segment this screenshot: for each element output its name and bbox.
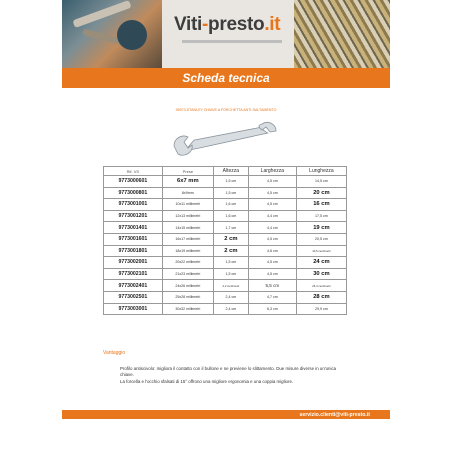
table-row xyxy=(104,176,347,188)
cell-prese: 12x13 millimetri xyxy=(162,210,213,222)
cell-lunghezza: 26,4 centimetri xyxy=(296,280,346,292)
table-row xyxy=(104,280,347,292)
cell-lunghezza: 30 cm xyxy=(296,268,346,280)
cell-larghezza: 4,5 cm xyxy=(248,257,296,269)
cell-code: 9773003001 xyxy=(104,303,163,315)
cell-larghezza: 4,5 cm xyxy=(248,187,296,199)
table-row xyxy=(104,233,347,245)
cell-larghezza: 4,7 cm xyxy=(248,291,296,303)
cell-prese: 10x11 millimetri xyxy=(162,199,213,211)
cell-altezza: 1,6 cm xyxy=(213,210,248,222)
cell-lunghezza: 28 cm xyxy=(296,291,346,303)
cell-prese: 14x15 millimetri xyxy=(162,222,213,234)
cell-code: 9773000801 xyxy=(104,187,163,199)
page-title: Scheda tecnica xyxy=(182,71,270,85)
cell-lunghezza: 16 cm xyxy=(296,199,346,211)
cell-code: 9773001201 xyxy=(104,210,163,222)
wrench-image xyxy=(170,118,280,158)
cell-code: 9773001601 xyxy=(104,233,163,245)
screws-photo xyxy=(294,0,390,68)
table-row xyxy=(104,303,347,315)
table-row xyxy=(104,199,347,211)
cell-prese: 16x17 millimetri xyxy=(162,233,213,245)
table-row xyxy=(104,210,347,222)
cell-prese: 20x22 millimetri xyxy=(162,257,213,269)
cell-altezza: 1,5 cm xyxy=(213,257,248,269)
cell-lunghezza: 29,9 cm xyxy=(296,303,346,315)
table-row xyxy=(104,291,347,303)
title-banner xyxy=(62,68,390,88)
cell-prese: 21x23 millimetri xyxy=(162,268,213,280)
col-header: Lunghezza xyxy=(296,167,346,176)
table-row xyxy=(104,222,347,234)
vantaggio-line: La forcella e l'occhio sfalsati di 15° offrono una migliore ergonomia e una coppia migliore. xyxy=(120,378,294,384)
cell-code: 9773001801 xyxy=(104,245,163,257)
product-title: 95973-STANLEY CHIAVE A FORCHETTA ANTI-SALTAMENTO xyxy=(175,108,277,112)
cell-prese: 8x9mm xyxy=(162,187,213,199)
cell-altezza: 2 cm xyxy=(213,233,248,245)
contact-email-link[interactable]: servizio.clienti@viti-presto.it xyxy=(299,411,370,418)
cell-larghezza: 4,5 cm xyxy=(248,176,296,188)
cell-larghezza: 4,5 cm xyxy=(248,233,296,245)
cell-altezza: 1,5 cm xyxy=(213,187,248,199)
cell-code: 9773001401 xyxy=(104,222,163,234)
cell-altezza: 1,6 cm xyxy=(213,199,248,211)
col-header: Altezza xyxy=(213,167,248,176)
cell-prese: 30x32 millimetri xyxy=(162,303,213,315)
cell-larghezza: 4,4 cm xyxy=(248,222,296,234)
cell-larghezza: 5,5 cm xyxy=(248,280,296,292)
cell-altezza: 2 cm xyxy=(213,245,248,257)
cell-code: 9773002501 xyxy=(104,291,163,303)
cell-lunghezza: 17,5 cm xyxy=(296,210,346,222)
cell-prese: 18x19 millimetri xyxy=(162,245,213,257)
vantaggio-line: Profilo antiscivolo: migliora il contatto con il bullone e ne previene lo slittamento. Due misure diverse in un'unica chiave. xyxy=(120,366,337,378)
cell-altezza: 1,5 cm xyxy=(213,268,248,280)
cell-code: 9773002401 xyxy=(104,280,163,292)
col-header: Rif. VS xyxy=(104,167,163,176)
cell-lunghezza: 20 cm xyxy=(296,187,346,199)
footer-bar xyxy=(62,410,390,419)
cell-larghezza: 4,6 cm xyxy=(248,245,296,257)
table-header-row xyxy=(104,167,347,176)
cell-altezza: 2,4 cm xyxy=(213,303,248,315)
cell-larghezza: 4,5 cm xyxy=(248,199,296,211)
cell-lunghezza: 10,5 centimetri xyxy=(296,245,346,257)
vantaggio-title: Vantaggio xyxy=(103,350,126,356)
col-header: Larghezza xyxy=(248,167,296,176)
cell-larghezza: 6,3 cm xyxy=(248,303,296,315)
table-row xyxy=(104,268,347,280)
logo-underline xyxy=(182,40,282,43)
cell-prese: 24x26 millimetri xyxy=(162,280,213,292)
cell-altezza: 2,2 centimetri xyxy=(213,280,248,292)
tools-photo xyxy=(62,0,162,68)
table-row xyxy=(104,245,347,257)
header xyxy=(62,0,390,68)
cell-prese: 6x7 mm xyxy=(162,176,213,188)
table-row xyxy=(104,257,347,269)
col-header: Prese xyxy=(162,167,213,176)
cell-lunghezza: 19 cm xyxy=(296,222,346,234)
cell-lunghezza: 14,5 cm xyxy=(296,176,346,188)
cell-code: 9773002001 xyxy=(104,257,163,269)
cell-altezza: 2,4 cm xyxy=(213,291,248,303)
table-row xyxy=(104,187,347,199)
cell-altezza: 1,5 cm xyxy=(213,176,248,188)
cell-code: 9773002101 xyxy=(104,268,163,280)
cell-larghezza: 4,5 cm xyxy=(248,268,296,280)
cell-altezza: 1,7 cm xyxy=(213,222,248,234)
specs-table xyxy=(103,166,347,315)
cell-code: 9773001001 xyxy=(104,199,163,211)
site-logo[interactable]: Viti-presto.it xyxy=(174,14,281,35)
cell-larghezza: 4,4 cm xyxy=(248,210,296,222)
vantaggio-text xyxy=(120,366,350,385)
cell-prese: 25x28 millimetri xyxy=(162,291,213,303)
cell-code: 9773000601 xyxy=(104,176,163,188)
cell-lunghezza: 20,5 cm xyxy=(296,233,346,245)
cell-lunghezza: 24 cm xyxy=(296,257,346,269)
